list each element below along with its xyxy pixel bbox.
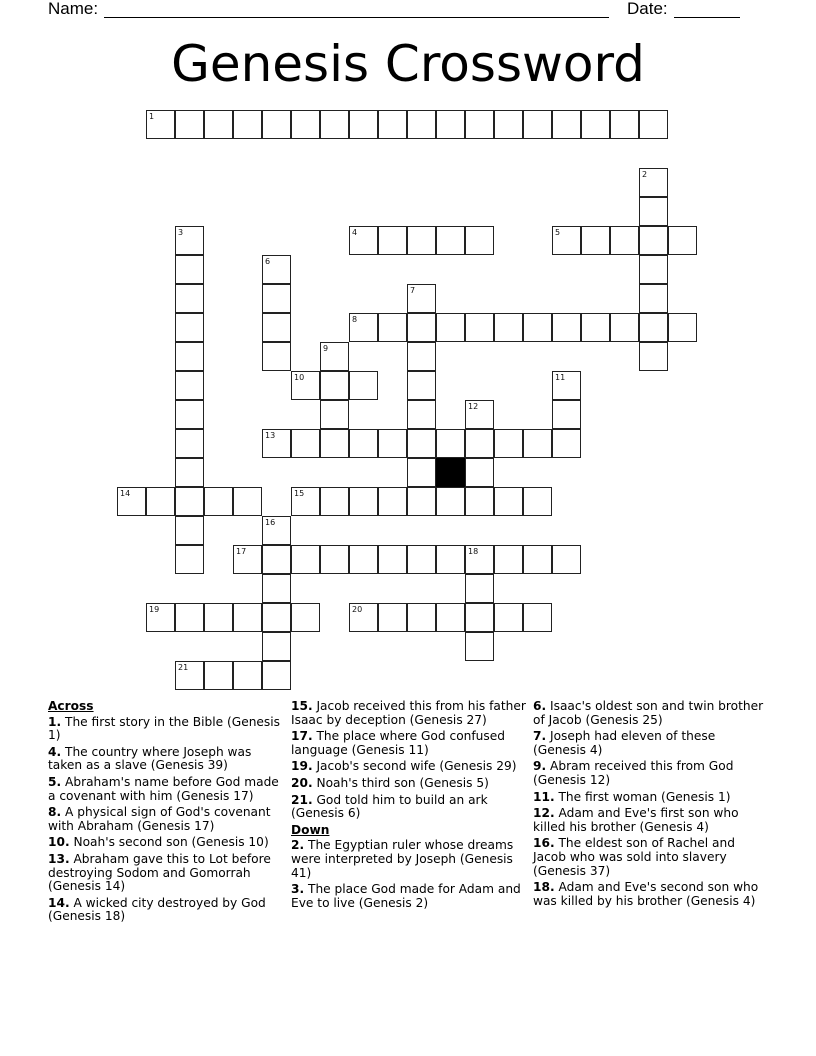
grid-cell[interactable]: [262, 574, 291, 603]
clue-number: 5: [555, 228, 561, 237]
grid-cell[interactable]: [407, 545, 436, 574]
grid-cell[interactable]: [465, 487, 494, 516]
clue-num: 13.: [48, 851, 70, 866]
grid-cell[interactable]: [407, 400, 436, 429]
grid-cell[interactable]: [523, 110, 552, 139]
clue-number: 18: [468, 547, 479, 556]
clue-number: 4: [352, 228, 358, 237]
clue-number: 11: [555, 373, 566, 382]
grid-cell[interactable]: [320, 487, 349, 516]
grid-cell[interactable]: [465, 458, 494, 487]
grid-cell[interactable]: [581, 226, 610, 255]
grid-cell[interactable]: [175, 313, 204, 342]
clue-num: 4.: [48, 744, 62, 759]
clue-num: 10.: [48, 835, 70, 850]
grid-cell[interactable]: [436, 429, 465, 458]
grid-cell[interactable]: [378, 313, 407, 342]
clue-number: 3: [178, 228, 184, 237]
grid-cell[interactable]: [320, 429, 349, 458]
clue-item: 7. Joseph had eleven of these (Genesis 4): [533, 729, 716, 757]
grid-cell[interactable]: [291, 110, 320, 139]
grid-cell[interactable]: [146, 110, 175, 139]
clue-heading: Down: [291, 822, 330, 837]
clue-item: 11. The first woman (Genesis 1): [533, 789, 731, 804]
clue-num: 2.: [291, 838, 305, 853]
grid-cell[interactable]: [523, 429, 552, 458]
grid-cell[interactable]: [407, 487, 436, 516]
clue-num: 6.: [533, 699, 547, 713]
grid-cell[interactable]: [407, 429, 436, 458]
clue-item: 10. Noah's second son (Genesis 10): [48, 835, 269, 850]
grid-cell[interactable]: [407, 110, 436, 139]
grid-cell[interactable]: [349, 313, 378, 342]
clue-number: 21: [178, 663, 189, 672]
grid-cell[interactable]: [639, 226, 668, 255]
clue-num: 8.: [48, 805, 62, 820]
grid-cell[interactable]: [175, 284, 204, 313]
grid-cell[interactable]: [175, 603, 204, 632]
grid-cell[interactable]: [378, 226, 407, 255]
grid-cell[interactable]: [175, 110, 204, 139]
grid-cell[interactable]: [233, 110, 262, 139]
clue-number: 7: [410, 286, 416, 295]
grid-cell[interactable]: [494, 429, 523, 458]
grid-cell[interactable]: [262, 255, 291, 284]
grid-cell[interactable]: [523, 487, 552, 516]
grid-cell[interactable]: [407, 226, 436, 255]
clue-num: 20.: [291, 775, 313, 790]
grid-cell[interactable]: [175, 516, 204, 545]
name-label: Name:: [48, 0, 99, 18]
grid-cell[interactable]: [204, 110, 233, 139]
grid-cell[interactable]: [668, 226, 697, 255]
grid-cell[interactable]: [262, 110, 291, 139]
grid-cell[interactable]: [262, 516, 291, 545]
grid-cell[interactable]: [291, 603, 320, 632]
grid-cell[interactable]: [262, 603, 291, 632]
grid-cell[interactable]: [291, 487, 320, 516]
grid-cell[interactable]: [436, 545, 465, 574]
clue-number: 14: [120, 489, 131, 498]
grid-cell[interactable]: [378, 110, 407, 139]
grid-cell[interactable]: [349, 429, 378, 458]
grid-cell[interactable]: [233, 545, 262, 574]
grid-cell[interactable]: [262, 429, 291, 458]
grid-cell[interactable]: [175, 255, 204, 284]
clue-number: 15: [294, 489, 305, 498]
clue-number: 1: [149, 112, 155, 121]
grid-cell[interactable]: [581, 313, 610, 342]
grid-cell[interactable]: [349, 603, 378, 632]
clue-num: 11.: [533, 789, 555, 804]
clues-column-3: [533, 700, 771, 911]
grid-cell[interactable]: [349, 371, 378, 400]
grid-cell[interactable]: [175, 545, 204, 574]
clue-number: 9: [323, 344, 329, 353]
grid-cell[interactable]: [204, 661, 233, 690]
clue-number: 12: [468, 402, 479, 411]
clue-item: 20. Noah's third son (Genesis 5): [291, 775, 489, 790]
grid-cell[interactable]: [523, 545, 552, 574]
grid-cell[interactable]: [349, 110, 378, 139]
grid-cell[interactable]: [349, 545, 378, 574]
grid-cell[interactable]: [523, 313, 552, 342]
clue-item: 2. The Egyptian ruler whose dreams were interpreted by Joseph (Genesis 41): [291, 838, 514, 880]
grid-cell[interactable]: [610, 313, 639, 342]
clue-item: 3. The place God made for Adam and Eve to live (Genesis 2): [291, 882, 521, 910]
grid-cell[interactable]: [146, 603, 175, 632]
grid-cell[interactable]: [262, 632, 291, 661]
clues-column-1: [48, 700, 286, 927]
grid-cell[interactable]: [552, 313, 581, 342]
grid-cell[interactable]: [262, 284, 291, 313]
clue-number: 2: [642, 170, 648, 179]
grid-cell[interactable]: [146, 487, 175, 516]
clue-item: 19. Jacob's second wife (Genesis 29): [291, 759, 517, 774]
clue-number: 6: [265, 257, 271, 266]
clue-item: 9. Abram received this from God (Genesis 12): [533, 759, 734, 787]
clue-item: 17. The place where God confused language (Genesis 11): [291, 729, 505, 757]
clue-num: 21.: [291, 792, 313, 807]
clue-item: 12. Adam and Eve's first son who killed his brother (Genesis 4): [533, 806, 739, 834]
clue-num: 14.: [48, 895, 70, 910]
grid-cell[interactable]: [465, 400, 494, 429]
clue-number: 13: [265, 431, 276, 440]
grid-cell[interactable]: [407, 284, 436, 313]
grid-cell[interactable]: [407, 371, 436, 400]
grid-cell[interactable]: [552, 429, 581, 458]
clue-num: 19.: [291, 759, 313, 774]
grid-cell[interactable]: [494, 545, 523, 574]
grid-cell[interactable]: [639, 110, 668, 139]
grid-cell[interactable]: [320, 545, 349, 574]
grid-cell[interactable]: [639, 168, 668, 197]
grid-cell[interactable]: [407, 603, 436, 632]
clue-item: 15. Jacob received this from his father Isaac by deception (Genesis 27): [291, 699, 526, 727]
grid-cell[interactable]: [552, 545, 581, 574]
grid-cell[interactable]: [436, 313, 465, 342]
clue-num: 18.: [533, 880, 555, 895]
grid-cell[interactable]: [378, 429, 407, 458]
grid-cell[interactable]: [668, 313, 697, 342]
grid-cell[interactable]: [436, 603, 465, 632]
grid-cell[interactable]: [378, 603, 407, 632]
clue-num: 15.: [291, 699, 313, 713]
date-label: Date:: [627, 0, 668, 18]
clue-num: 7.: [533, 729, 547, 744]
grid-cell[interactable]: [610, 110, 639, 139]
grid-cell[interactable]: [291, 545, 320, 574]
grid-cell[interactable]: [465, 313, 494, 342]
clue-item: 5. Abraham's name before God made a covenant with him (Genesis 17): [48, 774, 279, 803]
grid-cell[interactable]: [349, 226, 378, 255]
grid-cell[interactable]: [378, 545, 407, 574]
grid-cell[interactable]: [465, 226, 494, 255]
grid-cell[interactable]: [639, 197, 668, 226]
grid-cell[interactable]: [175, 226, 204, 255]
clue-num: 5.: [48, 774, 62, 789]
grid-cell[interactable]: [233, 487, 262, 516]
clue-number: 17: [236, 547, 247, 556]
grid-cell[interactable]: [175, 661, 204, 690]
grid-cell[interactable]: [320, 110, 349, 139]
grid-cell[interactable]: [465, 632, 494, 661]
grid-cell[interactable]: [465, 429, 494, 458]
grid-cell[interactable]: [320, 371, 349, 400]
clue-item: 1. The first story in the Bible (Genesis 1): [48, 714, 281, 743]
grid-cell[interactable]: [175, 458, 204, 487]
grid-cell[interactable]: [175, 400, 204, 429]
clues-column-2: [291, 700, 529, 913]
grid-cell[interactable]: [262, 661, 291, 690]
grid-cell[interactable]: [291, 429, 320, 458]
grid-cell[interactable]: [436, 110, 465, 139]
grid-cell[interactable]: [262, 545, 291, 574]
black-cell: [436, 458, 465, 487]
grid-cell[interactable]: [639, 313, 668, 342]
grid-cell[interactable]: [639, 255, 668, 284]
grid-cell[interactable]: [436, 226, 465, 255]
grid-cell[interactable]: [204, 487, 233, 516]
clue-num: 3.: [291, 882, 305, 897]
clue-num: 16.: [533, 836, 555, 851]
grid-cell[interactable]: [320, 400, 349, 429]
clue-item: 16. The eldest son of Rachel and Jacob who was sold into slavery (Genesis 37): [533, 836, 735, 878]
grid-cell[interactable]: [320, 342, 349, 371]
clue-number: 8: [352, 315, 358, 324]
page-title: Genesis Crossword: [171, 35, 645, 93]
grid-cell[interactable]: [291, 371, 320, 400]
grid-cell[interactable]: [233, 603, 262, 632]
clue-num: 12.: [533, 806, 555, 821]
grid-cell[interactable]: [639, 342, 668, 371]
clue-item: 8. A physical sign of God's covenant with Abraham (Genesis 17): [48, 805, 271, 833]
grid-cell[interactable]: [494, 487, 523, 516]
grid-cell[interactable]: [175, 487, 204, 516]
grid-cell[interactable]: [204, 603, 233, 632]
clue-number: 19: [149, 605, 160, 614]
clue-num: 1.: [48, 714, 62, 729]
grid-cell[interactable]: [494, 603, 523, 632]
clue-num: 17.: [291, 729, 313, 744]
grid-cell[interactable]: [465, 574, 494, 603]
grid-cell[interactable]: [465, 545, 494, 574]
clue-heading: Across: [48, 699, 94, 713]
grid-cell[interactable]: [349, 487, 378, 516]
grid-cell[interactable]: [465, 110, 494, 139]
grid-cell[interactable]: [378, 487, 407, 516]
grid-cell[interactable]: [117, 487, 146, 516]
grid-cell[interactable]: [175, 429, 204, 458]
grid-cell[interactable]: [552, 110, 581, 139]
grid-cell[interactable]: [610, 226, 639, 255]
grid-cell[interactable]: [436, 487, 465, 516]
grid-cell[interactable]: [407, 458, 436, 487]
clue-number: 20: [352, 605, 363, 614]
grid-cell[interactable]: [581, 110, 610, 139]
clue-item: 13. Abraham gave this to Lot before destroying Sodom and Gomorrah (Genesis 14): [48, 851, 271, 894]
clue-item: 21. God told him to build an ark (Genesis 6): [291, 792, 488, 821]
grid-cell[interactable]: [465, 603, 494, 632]
grid-cell[interactable]: [552, 226, 581, 255]
grid-cell[interactable]: [523, 603, 552, 632]
clue-item: 6. Isaac's oldest son and twin brother of Jacob (Genesis 25): [533, 699, 764, 727]
grid-cell[interactable]: [262, 313, 291, 342]
grid-cell[interactable]: [639, 284, 668, 313]
clue-num: 9.: [533, 759, 547, 774]
grid-cell[interactable]: [407, 342, 436, 371]
grid-cell[interactable]: [233, 661, 262, 690]
clue-number: 10: [294, 373, 305, 382]
clue-item: 4. The country where Joseph was taken as a slave (Genesis 39): [48, 744, 252, 773]
grid-cell[interactable]: [175, 371, 204, 400]
grid-cell[interactable]: [494, 313, 523, 342]
grid-cell[interactable]: [494, 110, 523, 139]
grid-cell[interactable]: [552, 371, 581, 400]
clue-item: 18. Adam and Eve's second son who was killed by his brother (Genesis 4): [533, 880, 759, 908]
grid-cell[interactable]: [407, 313, 436, 342]
clue-number: 16: [265, 518, 276, 527]
grid-cell[interactable]: [175, 342, 204, 371]
grid-cell[interactable]: [262, 342, 291, 371]
grid-cell[interactable]: [552, 400, 581, 429]
clue-item: 14. A wicked city destroyed by God (Genesis 18): [48, 895, 266, 924]
